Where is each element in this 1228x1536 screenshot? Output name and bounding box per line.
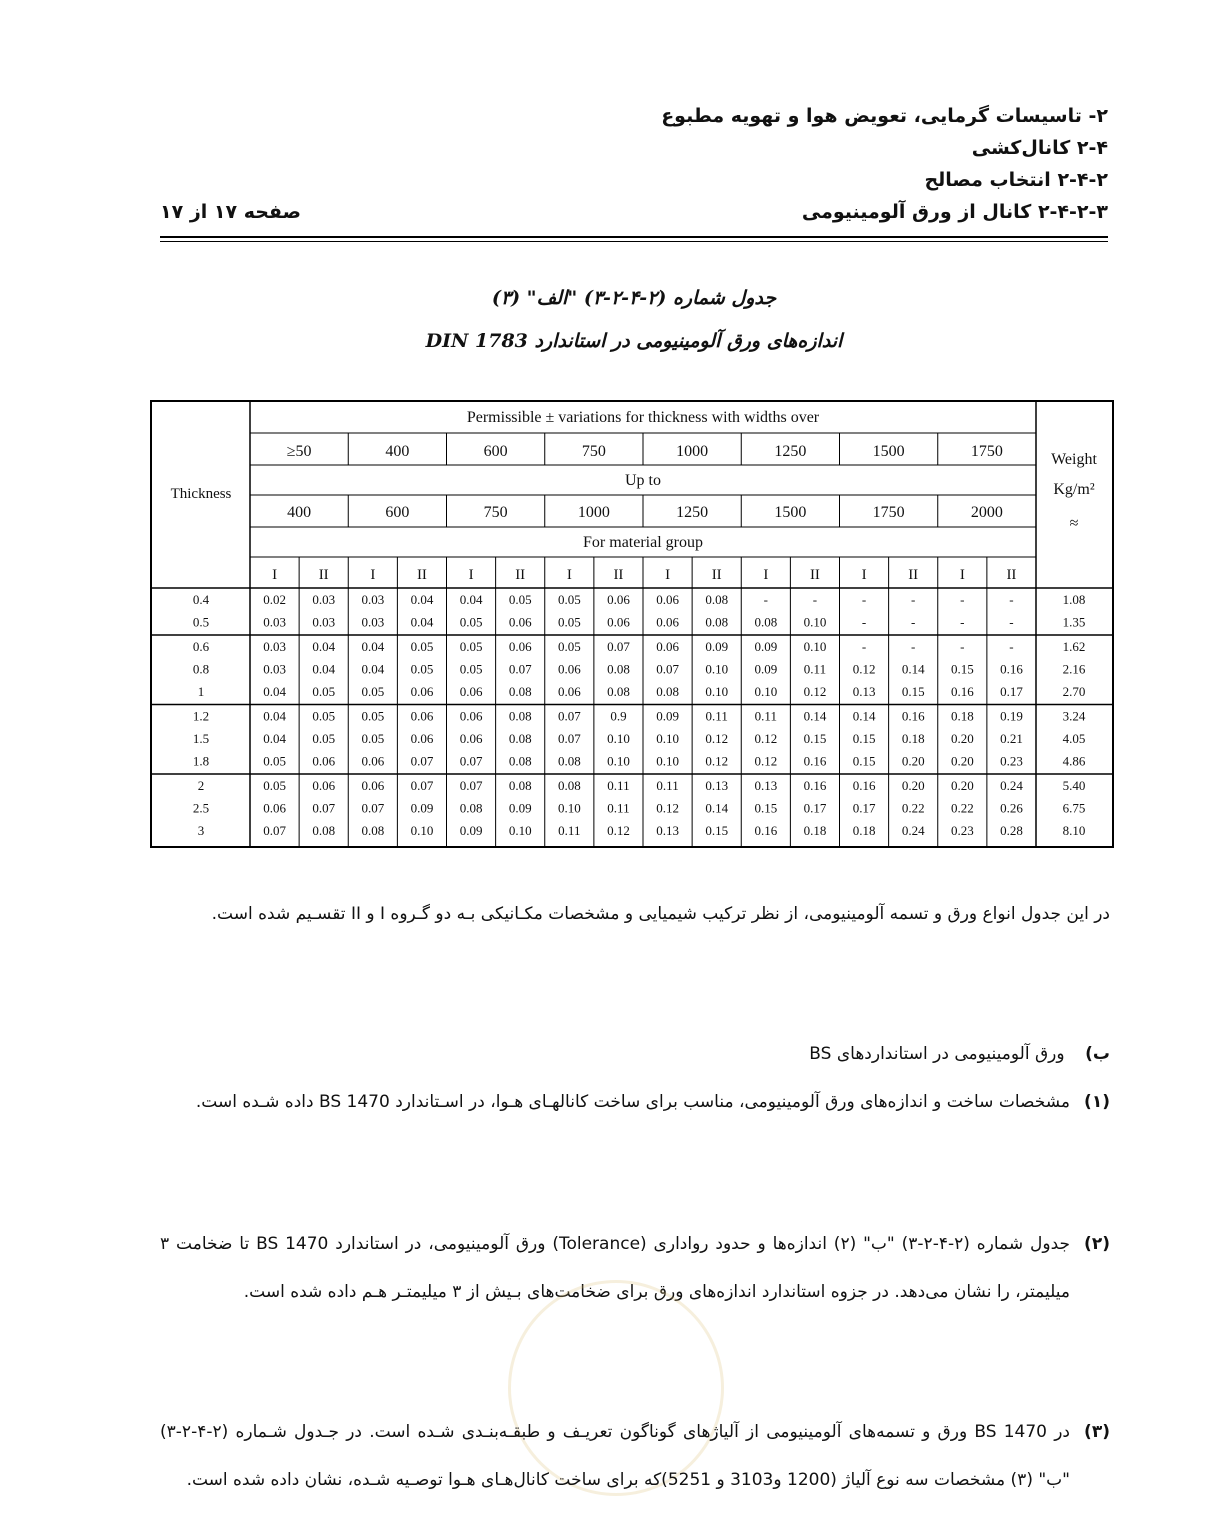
tolerance-value: 0.23 — [950, 823, 974, 838]
tolerance-value: 0.02 — [263, 592, 286, 607]
tolerance-value: 0.11 — [803, 661, 827, 677]
width-over-label: 1750 — [970, 443, 1003, 460]
tolerance-value: 0.06 — [656, 592, 679, 607]
tolerance-value: 0.03 — [263, 661, 286, 677]
tolerance-value: 0.16 — [754, 823, 778, 838]
tolerance-value: 0.12 — [754, 731, 778, 746]
tolerance-value: 0.05 — [557, 614, 581, 630]
tolerance-value: 0.05 — [557, 592, 581, 607]
tolerance-value: - — [960, 592, 965, 607]
tolerance-value: 0.09 — [410, 800, 434, 816]
tolerance-value: 0.05 — [312, 684, 336, 699]
up-to-header: Up to — [625, 472, 661, 489]
group-label: I — [370, 567, 376, 583]
tolerance-value: 0.05 — [263, 753, 286, 769]
item-1 — [160, 1078, 1110, 1178]
tolerance-value: 0.06 — [459, 708, 483, 724]
tolerance-value: 0.06 — [459, 684, 483, 699]
tolerance-value: 0.15 — [705, 823, 729, 838]
tolerance-value: 0.12 — [705, 753, 729, 769]
tolerance-value: 0.20 — [950, 731, 974, 746]
tolerance-value: - — [763, 592, 768, 607]
tolerance-value: 0.04 — [410, 592, 434, 607]
tolerance-value: 0.20 — [901, 778, 925, 793]
tolerance-value: 0.08 — [557, 778, 581, 793]
section-b — [160, 1030, 1110, 1078]
tolerance-value: 0.05 — [557, 639, 581, 654]
tolerance-value: 0.15 — [803, 731, 827, 746]
group-label: I — [468, 567, 474, 583]
weight-approx: ≈ — [1069, 515, 1079, 532]
tolerance-value: 0.05 — [312, 708, 336, 724]
tolerance-value: 0.16 — [803, 753, 827, 769]
group-label: I — [566, 567, 572, 583]
tolerance-value: 0.12 — [656, 800, 679, 816]
tolerance-value: 0.12 — [754, 753, 778, 769]
tolerance-value: - — [911, 639, 916, 654]
thickness-value: 0.6 — [192, 639, 210, 654]
tolerance-value: 0.06 — [361, 778, 385, 793]
width-upto-label: 1000 — [577, 504, 610, 521]
tolerance-value: - — [1009, 592, 1014, 607]
thickness-value: 0.5 — [192, 614, 210, 630]
header-rule-thin — [160, 241, 1108, 242]
width-over-label: 400 — [385, 443, 410, 460]
tolerance-value: - — [960, 614, 965, 630]
permissible-header: Permissible ± variations for thickness with widths over — [466, 409, 820, 426]
tolerance-value: 0.18 — [852, 823, 876, 838]
tolerance-value: 0.06 — [312, 753, 336, 769]
tolerance-value: 0.08 — [656, 684, 679, 699]
group-label: I — [959, 567, 965, 583]
tolerance-value: 0.10 — [607, 731, 630, 746]
tolerance-value: - — [960, 639, 965, 654]
section-b-label: ب) — [1085, 1044, 1110, 1064]
weight-value: 1.08 — [1062, 592, 1086, 607]
tolerance-value: 0.14 — [901, 661, 925, 677]
tolerance-value: - — [861, 614, 867, 630]
tolerance-value: 0.12 — [803, 684, 827, 699]
tolerance-value: 0.11 — [705, 708, 728, 724]
tolerance-value: 0.05 — [459, 639, 483, 654]
group-label: II — [318, 567, 329, 583]
tolerance-value: 0.23 — [1000, 753, 1023, 769]
tolerance-value: 0.14 — [852, 708, 876, 724]
tolerance-value: 0.08 — [607, 661, 630, 677]
section-b-title: ورق آلومینیومی در استانداردهای BS — [809, 1044, 1065, 1064]
weight-value: 2.16 — [1062, 661, 1086, 677]
tolerance-value: 0.06 — [656, 639, 679, 654]
tolerance-value: 0.15 — [901, 684, 925, 699]
width-over-label: 1250 — [774, 443, 807, 460]
table-caption-title: جدول شماره (۲-۴-۲-۳) "الف" (۳) — [491, 287, 777, 309]
width-over-label: ≥50 — [286, 443, 312, 460]
tolerance-value: 0.06 — [361, 753, 385, 769]
tolerance-value: 0.07 — [459, 778, 483, 793]
tolerance-value: 0.17 — [803, 800, 827, 816]
width-over-label: 1000 — [676, 443, 709, 460]
tolerance-value: 0.04 — [361, 639, 385, 654]
group-label: I — [861, 567, 867, 583]
tolerance-value: 0.07 — [361, 800, 385, 816]
width-upto-label: 400 — [287, 504, 312, 521]
tolerance-value: 0.03 — [312, 614, 336, 630]
tolerance-value: 0.08 — [361, 823, 385, 838]
tolerance-value: 0.08 — [508, 684, 532, 699]
tolerance-value: - — [861, 639, 867, 654]
tolerance-value: 0.10 — [508, 823, 532, 838]
tolerance-value: 0.12 — [607, 823, 630, 838]
group-label: II — [515, 567, 526, 583]
tolerance-value: 0.05 — [508, 592, 532, 607]
tolerance-value: 0.08 — [508, 778, 532, 793]
tolerance-value: 0.13 — [656, 823, 679, 838]
tolerance-value: 0.19 — [1000, 708, 1023, 724]
tolerance-value: 0.22 — [950, 800, 974, 816]
tolerance-value: 0.16 — [803, 778, 827, 793]
tolerance-value: 0.03 — [263, 639, 286, 654]
group-label: II — [908, 567, 919, 583]
tolerance-value: 0.10 — [705, 684, 729, 699]
tolerance-value: 0.05 — [361, 708, 385, 724]
tolerance-value: - — [812, 592, 818, 607]
group-label: II — [613, 567, 624, 583]
width-over-label: 750 — [581, 443, 606, 460]
weight-header: Weight — [1051, 451, 1097, 468]
tolerance-value: 0.05 — [312, 731, 336, 746]
thickness-value: 1.2 — [192, 708, 210, 724]
tolerance-value: 0.03 — [263, 614, 286, 630]
tolerance-value: 0.06 — [459, 731, 483, 746]
tolerance-value: 0.07 — [263, 823, 286, 838]
page-header — [160, 100, 1108, 228]
thickness-tolerance-table — [150, 400, 1114, 848]
tolerance-value: 0.07 — [607, 639, 630, 654]
tolerance-value: 0.22 — [901, 800, 925, 816]
tolerance-value: 0.06 — [607, 592, 630, 607]
tolerance-value: 0.06 — [508, 614, 532, 630]
tolerance-value: 0.08 — [312, 823, 336, 838]
tolerance-value: 0.20 — [950, 753, 974, 769]
tolerance-value: 0.06 — [656, 614, 679, 630]
tolerance-value: - — [861, 592, 867, 607]
tolerance-value: 0.03 — [361, 614, 385, 630]
tolerance-value: 0.08 — [557, 753, 581, 769]
tolerance-value: 0.09 — [754, 639, 778, 654]
tolerance-value: 0.11 — [754, 708, 777, 724]
group-label: II — [809, 567, 820, 583]
tolerance-value: 0.18 — [803, 823, 827, 838]
tolerance-value: 0.20 — [901, 753, 925, 769]
tolerance-value: 0.07 — [312, 800, 336, 816]
tolerance-value: 0.04 — [410, 614, 434, 630]
tolerance-value: 0.08 — [459, 800, 483, 816]
tolerance-value: 0.03 — [361, 592, 385, 607]
tolerance-value: 0.06 — [557, 684, 581, 699]
table-grid — [152, 402, 1112, 846]
tolerance-value: 0.05 — [361, 684, 385, 699]
weight-value: 6.75 — [1062, 800, 1086, 816]
tolerance-value: - — [911, 592, 916, 607]
tolerance-value: 0.04 — [312, 639, 336, 654]
tolerance-value: 0.15 — [852, 753, 876, 769]
tolerance-value: 0.11 — [607, 778, 630, 793]
tolerance-value: - — [1009, 639, 1014, 654]
group-label: I — [665, 567, 671, 583]
tolerance-value: 0.04 — [361, 661, 385, 677]
header-row-4 — [160, 196, 1108, 228]
width-upto-label: 1500 — [774, 504, 807, 521]
tolerance-value: 0.05 — [263, 778, 286, 793]
tolerance-value: 0.07 — [656, 661, 679, 677]
tolerance-value: 0.09 — [508, 800, 532, 816]
tolerance-value: 0.10 — [656, 753, 679, 769]
page-number: صفحه ۱۷ از ۱۷ — [160, 201, 301, 223]
tolerance-value: 0.06 — [312, 778, 336, 793]
tolerance-value: 0.11 — [607, 800, 630, 816]
tolerance-value: 0.18 — [950, 708, 974, 724]
tolerance-value: 0.15 — [950, 661, 974, 677]
weight-value: 8.10 — [1062, 823, 1086, 838]
item-3-number: (۳) — [1084, 1422, 1110, 1442]
table-caption-subtitle: اندازه‌های ورق آلومینیومی در استاندارد DIN 1783 — [425, 330, 843, 352]
width-upto-label: 1750 — [872, 504, 905, 521]
weight-value: 4.05 — [1062, 731, 1086, 746]
header-rule — [160, 236, 1108, 238]
header-line-3: ۲-۴-۲ انتخاب مصالح — [924, 169, 1108, 191]
tolerance-value: 0.24 — [1000, 778, 1023, 793]
tolerance-value: 0.17 — [1000, 684, 1023, 699]
tolerance-value: 0.14 — [803, 708, 827, 724]
thickness-value: 3 — [197, 823, 205, 838]
weight-unit: Kg/m² — [1053, 481, 1095, 498]
thickness-header: Thickness — [170, 486, 232, 502]
tolerance-value: - — [1009, 614, 1014, 630]
tolerance-value: 0.10 — [410, 823, 434, 838]
width-upto-label: 2000 — [970, 504, 1003, 521]
tolerance-value: 0.13 — [705, 778, 729, 793]
tolerance-value: 0.20 — [950, 778, 974, 793]
width-over-label: 1500 — [872, 443, 905, 460]
tolerance-value: 0.04 — [263, 708, 286, 724]
tolerance-value: 0.07 — [410, 778, 434, 793]
tolerance-value: 0.08 — [705, 592, 729, 607]
tolerance-value: 0.16 — [901, 708, 925, 724]
tolerance-value: 0.16 — [1000, 661, 1023, 677]
tolerance-value: 0.9 — [610, 708, 627, 724]
thickness-value: 1.5 — [192, 731, 210, 746]
tolerance-value: 0.08 — [508, 731, 532, 746]
tolerance-value: 0.08 — [705, 614, 729, 630]
tolerance-value: 0.21 — [1000, 731, 1023, 746]
width-over-label: 600 — [483, 443, 508, 460]
item-2-number: (۲) — [1084, 1234, 1110, 1254]
tolerance-value: 0.05 — [410, 639, 434, 654]
item-3-text: در BS 1470 ورق و تسمه‌های آلومینیومی از آلیاژهای گوناگون تعریـف و طبقـه‌بنـدی شـده است. در جـدول شـماره (۲-۴-۲-۳) "ب" (۳) مشخصات سه نوع آلیاژ (1200 و3103 و 5251)که برای ساخت کانال‌هـای هـوا توصـیه شـده، نشان داده شده است. — [160, 1422, 1071, 1490]
tolerance-value: 0.06 — [557, 661, 581, 677]
tolerance-value: 0.09 — [459, 823, 483, 838]
tolerance-value: 0.12 — [852, 661, 876, 677]
tolerance-value: 0.09 — [754, 661, 778, 677]
tolerance-value: 0.08 — [508, 753, 532, 769]
tolerance-value: 0.09 — [656, 708, 679, 724]
tolerance-value: 0.06 — [508, 639, 532, 654]
header-line-2: ۲-۴ کانال‌کشی — [971, 137, 1108, 159]
group-label: II — [1006, 567, 1017, 583]
tolerance-value: 0.06 — [410, 708, 434, 724]
tolerance-value: 0.16 — [950, 684, 974, 699]
tolerance-value: 0.11 — [558, 823, 581, 838]
tolerance-value: 0.05 — [410, 661, 434, 677]
thickness-value: 1 — [197, 684, 205, 699]
tolerance-value: 0.10 — [803, 639, 827, 654]
group-label: I — [272, 567, 278, 583]
tolerance-value: 0.15 — [852, 731, 876, 746]
group-label: II — [711, 567, 722, 583]
item-1-number: (۱) — [1084, 1092, 1110, 1112]
tolerance-value: 0.14 — [705, 800, 729, 816]
tolerance-value: 0.07 — [557, 731, 581, 746]
weight-value: 2.70 — [1062, 684, 1086, 699]
tolerance-value: 0.07 — [459, 753, 483, 769]
tolerance-value: 0.04 — [263, 684, 286, 699]
tolerance-value: 0.08 — [607, 684, 630, 699]
tolerance-value: 0.10 — [803, 614, 827, 630]
tolerance-value: 0.07 — [508, 661, 532, 677]
tolerance-value: 0.08 — [508, 708, 532, 724]
group-label: II — [416, 567, 427, 583]
tolerance-value: 0.11 — [656, 778, 679, 793]
weight-value: 3.24 — [1062, 708, 1086, 724]
tolerance-value: 0.05 — [459, 661, 483, 677]
tolerance-value: 0.18 — [901, 731, 925, 746]
weight-value: 4.86 — [1062, 753, 1086, 769]
item-1-text: مشخصات ساخت و اندازه‌های ورق آلومینیومی، مناسب برای ساخت کانالهـای هـوا، در اسـتاندارد BS 1470 داده شـده است. — [195, 1092, 1070, 1112]
width-upto-label: 600 — [385, 504, 410, 521]
weight-value: 1.62 — [1062, 639, 1086, 654]
tolerance-value: 0.04 — [459, 592, 483, 607]
item-3 — [160, 1408, 1110, 1536]
tolerance-value: 0.26 — [1000, 800, 1023, 816]
tolerance-value: 0.10 — [656, 731, 679, 746]
tolerance-value: 0.03 — [312, 592, 336, 607]
tolerance-value: 0.09 — [705, 639, 729, 654]
thickness-value: 0.4 — [192, 592, 210, 607]
thickness-value: 2 — [197, 778, 205, 793]
weight-value: 5.40 — [1062, 778, 1086, 793]
tolerance-value: 0.04 — [263, 731, 286, 746]
tolerance-value: 0.04 — [312, 661, 336, 677]
tolerance-value: 0.06 — [410, 731, 434, 746]
tolerance-value: 0.10 — [607, 753, 630, 769]
tolerance-value: 0.06 — [607, 614, 630, 630]
thickness-value: 2.5 — [192, 800, 210, 816]
thickness-value: 0.8 — [192, 661, 210, 677]
paragraph-groups: در این جدول انواع ورق و تسمه آلومینیومی، از نظر ترکیب شیمیایی و مشخصات مکـانیکی بـه دو گـروه I و II تقسـیم شده است. — [211, 904, 1110, 924]
header-line-4: ۲-۴-۲-۳ کانال از ورق آلومینیومی — [801, 201, 1108, 223]
width-upto-label: 750 — [483, 504, 508, 521]
tolerance-value: 0.13 — [852, 684, 876, 699]
tolerance-value: 0.10 — [705, 661, 729, 677]
width-upto-label: 1250 — [676, 504, 709, 521]
tolerance-value: 0.07 — [557, 708, 581, 724]
tolerance-value: 0.06 — [410, 684, 434, 699]
tolerance-value: 0.13 — [754, 778, 778, 793]
tolerance-value: 0.07 — [410, 753, 434, 769]
tolerance-value: 0.24 — [901, 823, 925, 838]
tolerance-value: 0.16 — [852, 778, 876, 793]
tolerance-value: 0.12 — [705, 731, 729, 746]
tolerance-value: 0.08 — [754, 614, 778, 630]
group-label: I — [763, 567, 769, 583]
tolerance-value: 0.10 — [557, 800, 581, 816]
tolerance-value: 0.28 — [1000, 823, 1023, 838]
thickness-value: 1.8 — [192, 753, 210, 769]
tolerance-value: 0.17 — [852, 800, 876, 816]
tolerance-value: - — [911, 614, 916, 630]
header-line-1: ۲- تاسیسات گرمایی، تعویض هوا و تهویه مطبوع — [661, 105, 1108, 127]
tolerance-value: 0.15 — [754, 800, 778, 816]
tolerance-value: 0.05 — [459, 614, 483, 630]
tolerance-value: 0.10 — [754, 684, 778, 699]
weight-value: 1.35 — [1062, 614, 1086, 630]
item-2-text: جدول شماره (۲-۴-۲-۳) "ب" (۲) اندازه‌ها و حدود رواداری (Tolerance) ورق آلومینیومی، در استاندارد BS 1470 تا ضخامت ۳ میلیمتر، را نشان می‌دهد. در جزوه استاندارد اندازه‌های ورق برای ضخامت‌های بـیش از ۳ میلیمتـر هـم داده شده است. — [160, 1234, 1071, 1302]
tolerance-value: 0.05 — [361, 731, 385, 746]
group-header: For material group — [583, 534, 703, 551]
tolerance-value: 0.06 — [263, 800, 286, 816]
